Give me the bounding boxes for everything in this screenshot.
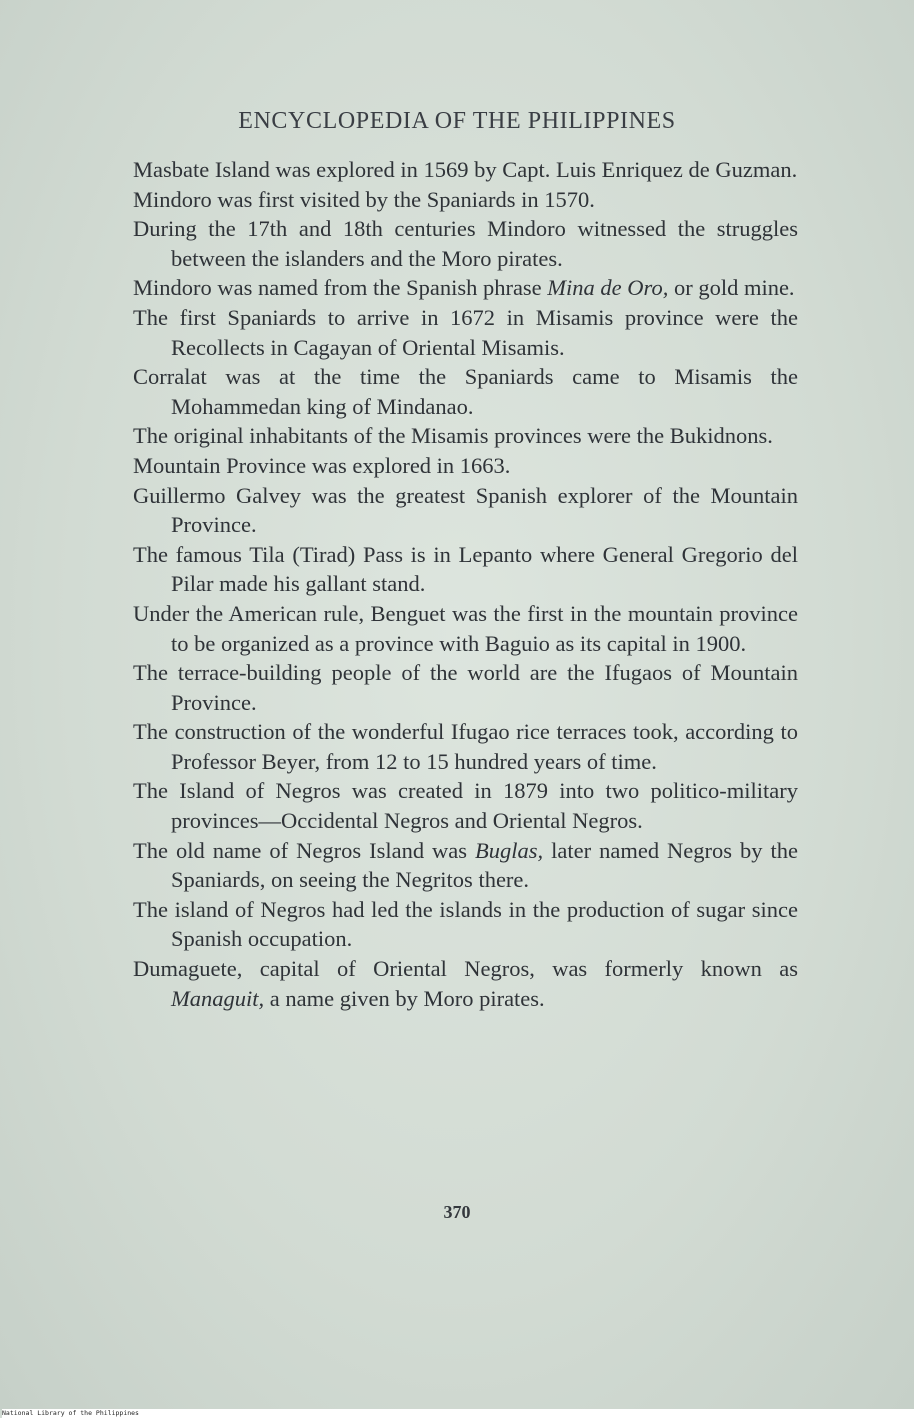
fact-entry: The original inhabitants of the Misamis provinces were the Bukidnons. — [133, 423, 773, 449]
fact-entry: The terrace-building people of the world are the Ifugaos of Mountain Province. — [133, 660, 798, 715]
fact-entry: Under the American rule, Benguet was the first in the mountain province to be organized as a province with Baguio as its capital in 1900. — [133, 600, 798, 656]
fact-entry: Mountain Province was explored in 1663. — [133, 452, 511, 478]
fact-text: The old name of Negros Island was — [133, 837, 476, 863]
library-credit: National Library of the Philippines — [2, 1409, 914, 1418]
fact-entry: Guillermo Galvey was the greatest Spanish explorer of the Mountain Province. — [133, 482, 798, 538]
fact-entry: Masbate Island was explored in 1569 by Capt. Luis Enriquez de Guzman. — [133, 157, 798, 182]
fact-text: Dumaguete, capital of Oriental Negros, was formerly known as — [133, 956, 798, 982]
fact-entry: The famous Tila (Tirad) Pass is in Lepanto where General Gregorio del Pilar made his gallant stand. — [133, 541, 798, 597]
fact-entry: The construction of the wonderful Ifugao rice terraces took, according to Professor Beyer, from 12 to 15 hundred years of time. — [133, 719, 798, 774]
italic-term: Mina de Oro, — [547, 275, 669, 301]
fact-list — [133, 155, 798, 1013]
fact-text: or gold mine. — [668, 275, 795, 301]
fact-entry: The Island of Negros was created in 1879 into two politico-military provinces—Occidental Negros and Oriental Negros. — [133, 778, 798, 834]
fact-entry: The island of Negros had led the islands in the production of sugar since Spanish occupation. — [133, 896, 798, 952]
fact-entry: Corralat was at the time the Spaniards came to Misamis the Mohammedan king of Mindanao. — [133, 364, 798, 419]
italic-term: Managuit, — [171, 985, 265, 1011]
fact-text: later named Negros by the Spaniards, on seeing the Negritos there. — [171, 837, 798, 893]
fact-entry: Mindoro was first visited by the Spaniards in 1570. — [133, 186, 595, 212]
italic-term: Buglas, — [475, 837, 544, 863]
fact-text: Mindoro was named from the Spanish phrase — [133, 275, 548, 301]
fact-entry — [133, 954, 798, 1013]
fact-entry: During the 17th and 18th centuries Mindoro witnessed the struggles between the islanders and the Moro pirates. — [133, 216, 798, 271]
fact-entry — [133, 836, 798, 895]
page-number: 370 — [443, 1202, 471, 1222]
running-head: ENCYCLOPEDIA OF THE PHILIPPINES — [238, 108, 676, 134]
fact-text: a name given by Moro pirates. — [264, 985, 545, 1011]
fact-entry: The first Spaniards to arrive in 1672 in Misamis province were the Recollects in Cagayan of Oriental Misamis. — [133, 304, 798, 360]
fact-entry — [133, 273, 798, 303]
